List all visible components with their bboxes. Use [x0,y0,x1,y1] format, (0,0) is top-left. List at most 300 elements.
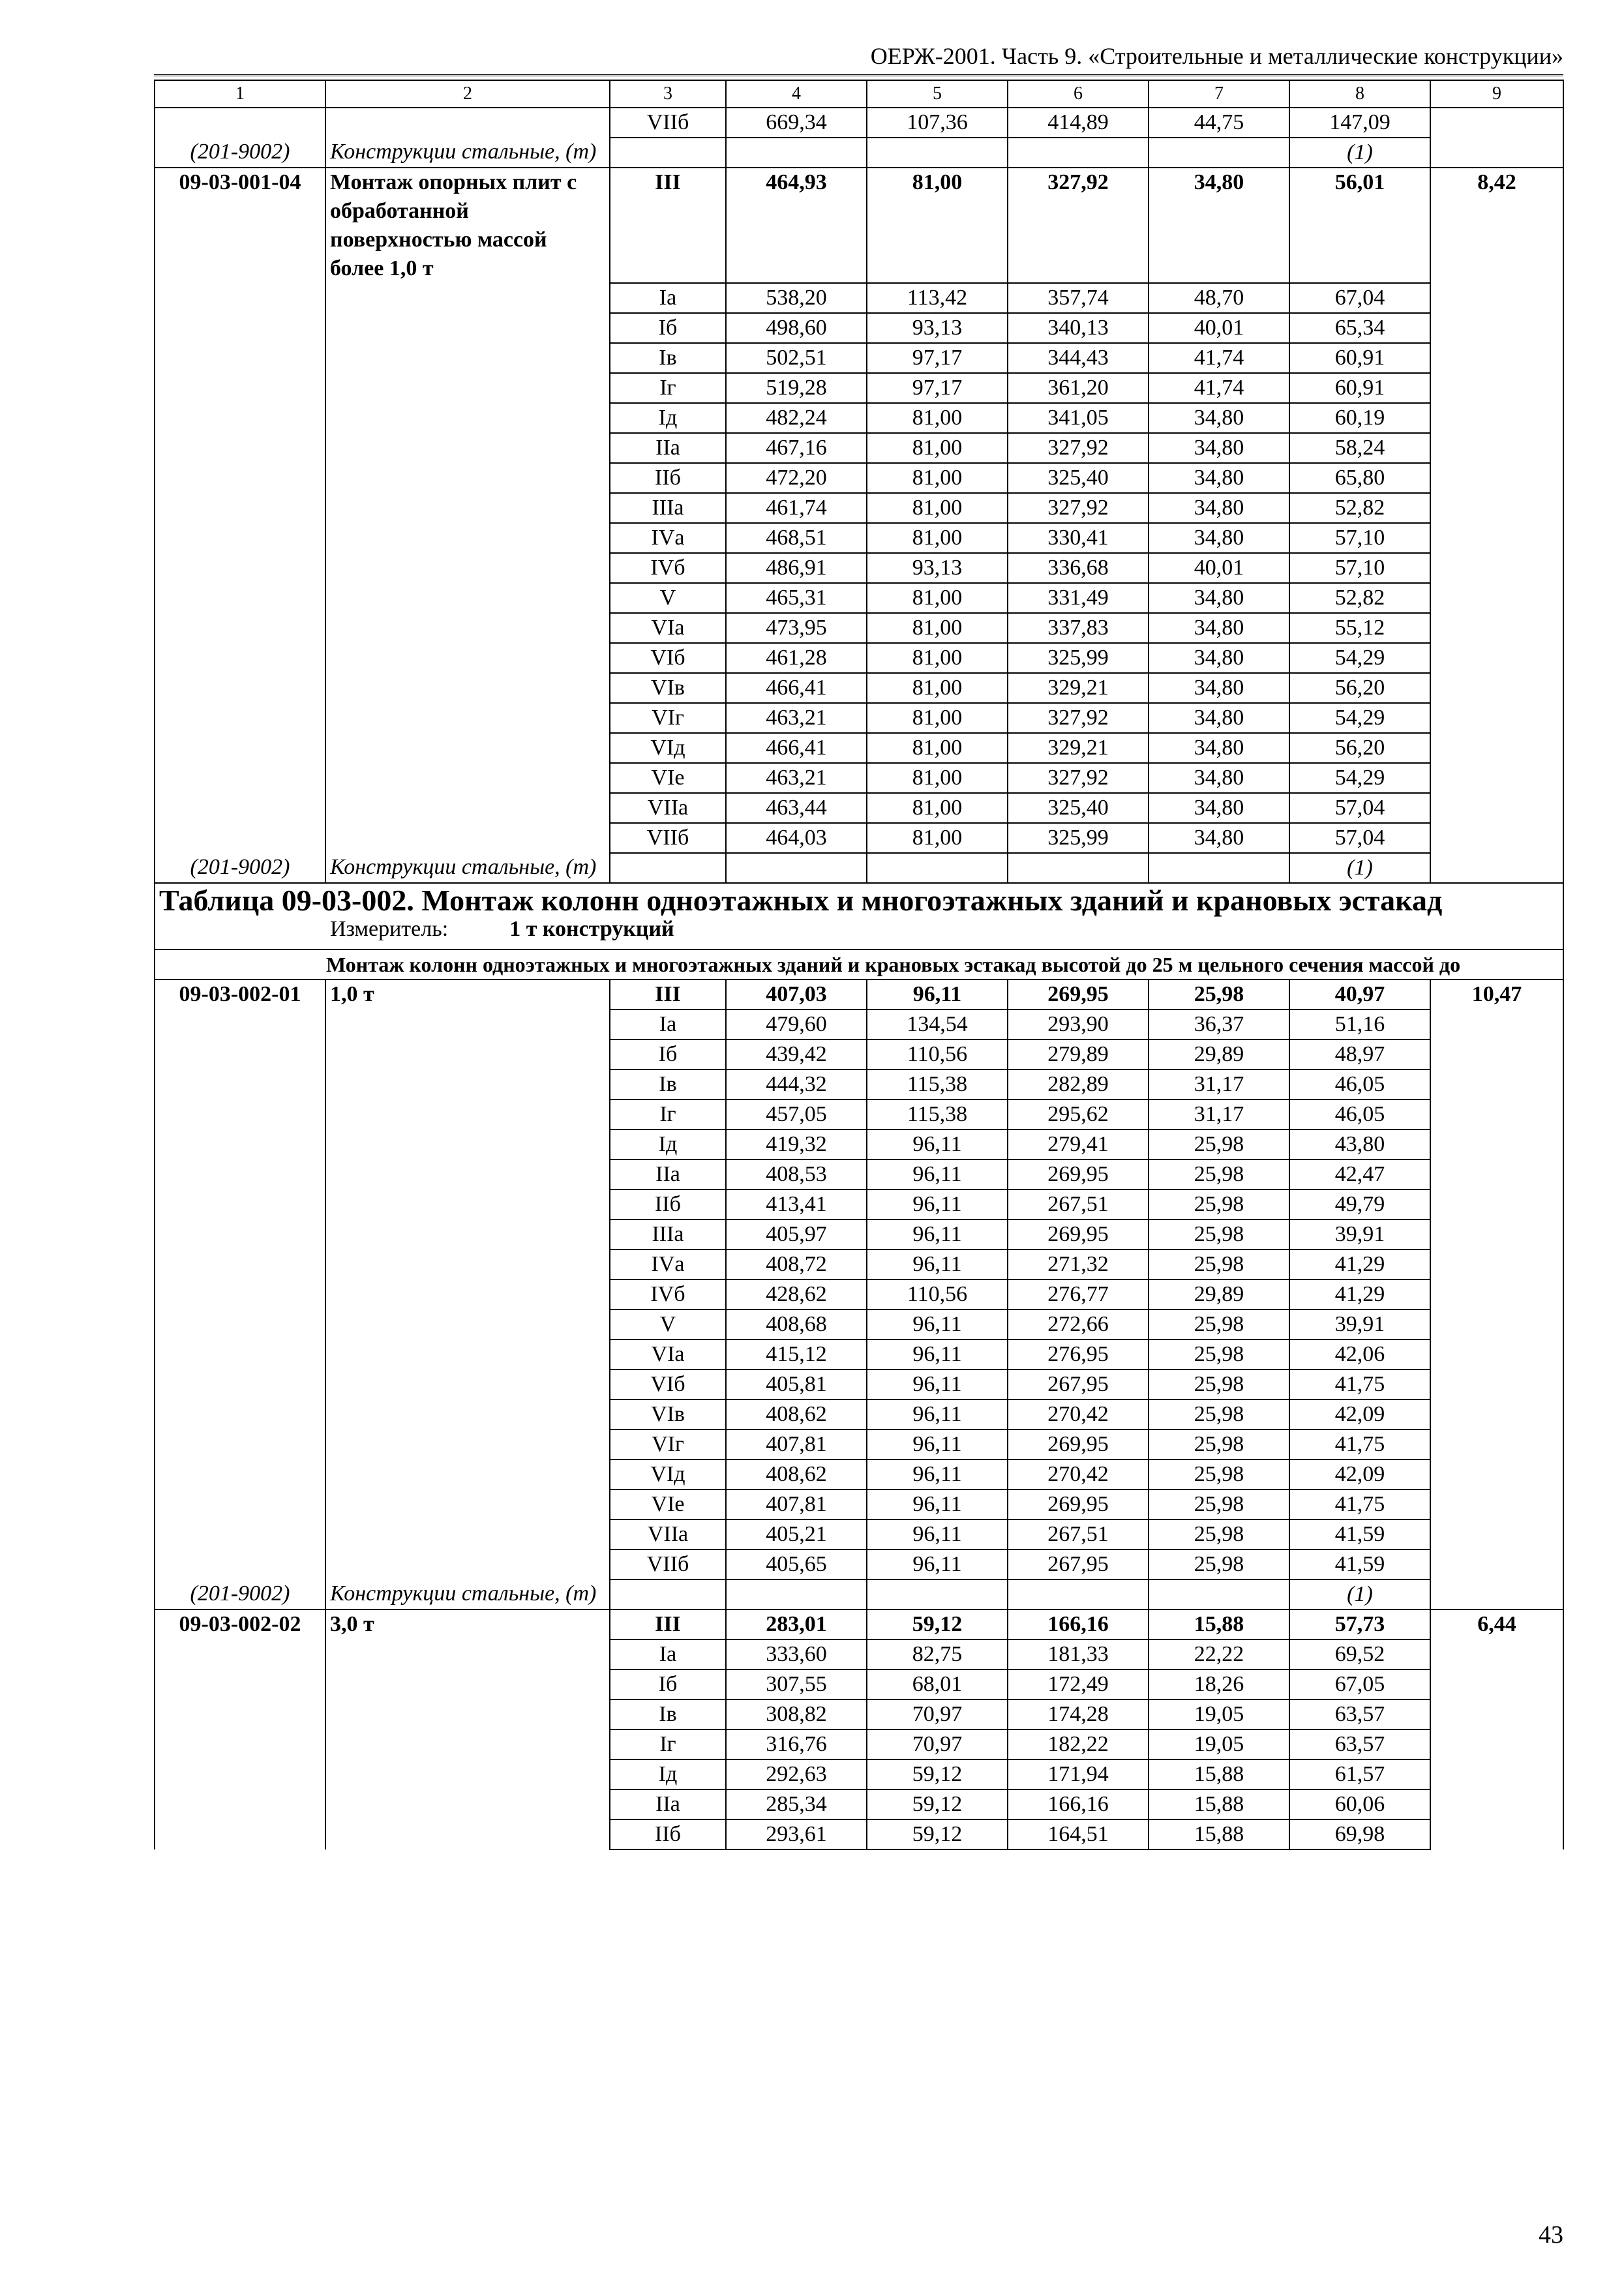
value-cell: 25,98 [1149,980,1289,1010]
value-cell: 81,00 [867,793,1008,823]
value-cell: 15,88 [1149,1789,1289,1819]
table-cell [1430,108,1563,138]
table-row [155,343,1563,373]
table-cell [1430,673,1563,703]
region-code: Iв [610,343,726,373]
table-row [155,493,1563,523]
value-cell: 34,80 [1149,168,1289,283]
region-code: V [610,1309,726,1339]
value-cell: 52,82 [1289,583,1430,613]
value-cell: 34,80 [1149,463,1289,493]
measure-value: 1 т конструкций [509,917,674,941]
value-cell: 41,75 [1289,1369,1430,1399]
value-cell: 498,60 [726,313,867,343]
value-cell: 60,19 [1289,403,1430,433]
value-cell: 54,29 [1289,643,1430,673]
value-cell: 25,98 [1149,1519,1289,1549]
value-cell: 34,80 [1149,613,1289,643]
measure-line [159,915,1559,944]
value-cell: 405,21 [726,1519,867,1549]
table-cell [155,1819,325,1849]
table-cell [155,1549,325,1579]
table-cell [325,1130,610,1159]
table-row [155,403,1563,433]
table-cell [155,1279,325,1309]
region-code: IIа [610,433,726,463]
value-cell: 331,49 [1008,583,1149,613]
value-cell: 41,29 [1289,1249,1430,1279]
region-code: VIIб [610,1549,726,1579]
value-cell: 669,34 [726,108,867,138]
value-cell: 115,38 [867,1070,1008,1100]
table-cell [1430,1279,1563,1309]
value-cell: 538,20 [726,283,867,313]
region-code: IIа [610,1159,726,1189]
region-code: IIб [610,463,726,493]
value-cell: 276,95 [1008,1339,1149,1369]
table-cell [1430,643,1563,673]
region-code: III [610,980,726,1010]
table-cell [610,853,726,883]
value-cell: 51,16 [1289,1010,1430,1040]
material-value: (1) [1289,138,1430,168]
table-cell [155,1040,325,1070]
value-cell: 464,03 [726,823,867,853]
value-cell: 292,63 [726,1759,867,1789]
value-cell: 31,17 [1149,1100,1289,1130]
region-code: VIе [610,763,726,793]
value-cell: 269,95 [1008,1489,1149,1519]
table-cell [155,1519,325,1549]
value-cell: 39,91 [1289,1309,1430,1339]
table-cell [1430,853,1563,883]
value-cell: 337,83 [1008,613,1149,643]
value-cell: 70,97 [867,1729,1008,1759]
value-cell: 519,28 [726,373,867,403]
column-number: 2 [325,80,610,108]
value-cell: 96,11 [867,1219,1008,1249]
value-cell: 34,80 [1149,403,1289,433]
table-row [155,703,1563,733]
value-cell: 25,98 [1149,1130,1289,1159]
table-cell [325,1519,610,1549]
table-cell [325,1429,610,1459]
value-cell: 25,98 [1149,1399,1289,1429]
value-cell: 414,89 [1008,108,1149,138]
table-cell [325,283,610,313]
table-cell [325,373,610,403]
value-cell: 81,00 [867,493,1008,523]
table-cell [325,343,610,373]
value-cell: 34,80 [1149,643,1289,673]
subheading-row [155,950,1563,980]
value-cell: 48,97 [1289,1040,1430,1070]
value-cell: 34,80 [1149,583,1289,613]
table-cell [1430,523,1563,553]
table-row [155,1519,1563,1549]
table-cell [610,1579,726,1609]
table-cell [1430,1459,1563,1489]
value-cell: 428,62 [726,1279,867,1309]
value-cell: 308,82 [726,1699,867,1729]
table-row [155,673,1563,703]
value-cell: 58,24 [1289,433,1430,463]
table-cell [726,138,867,168]
region-code: VIд [610,733,726,763]
value-cell: 172,49 [1008,1669,1149,1699]
value-cell: 44,75 [1149,108,1289,138]
table-cell [325,1010,610,1040]
table-cell [1430,1579,1563,1609]
value-cell: 25,98 [1149,1489,1289,1519]
value-cell: 81,00 [867,583,1008,613]
table-row [155,583,1563,613]
value-cell: 60,91 [1289,343,1430,373]
column-number: 7 [1149,80,1289,108]
value-cell: 361,20 [1008,373,1149,403]
table-cell [155,1070,325,1100]
value-cell: 15,88 [1149,1609,1289,1639]
table-row [155,1609,1563,1639]
value-cell: 293,90 [1008,1010,1149,1040]
value-cell: 134,54 [867,1010,1008,1040]
table-row [155,108,1563,138]
table-cell [155,1459,325,1489]
region-code: IIIа [610,493,726,523]
table-row [155,1489,1563,1519]
value-cell: 25,98 [1149,1309,1289,1339]
page-header: ОЕРЖ-2001. Часть 9. «Строительные и металлические конструкции» [154,38,1563,76]
table-cell [325,1399,610,1429]
value-cell: 96,11 [867,1369,1008,1399]
table-row [155,643,1563,673]
table-cell [325,643,610,673]
table-cell [1430,703,1563,733]
value-cell: 46,05 [1289,1070,1430,1100]
value-cell: 29,89 [1149,1279,1289,1309]
value-cell: 486,91 [726,553,867,583]
value-cell: 81,00 [867,168,1008,283]
table-title: Таблица 09-03-002. Монтаж колонн одноэтажных и многоэтажных зданий и крановых эстакад [159,884,1443,917]
value-cell: 48,70 [1149,283,1289,313]
col9-value: 8,42 [1430,168,1563,283]
value-cell: 25,98 [1149,1339,1289,1369]
table-cell [155,733,325,763]
value-cell: 25,98 [1149,1459,1289,1489]
value-cell: 59,12 [867,1759,1008,1789]
col9-value: 10,47 [1430,980,1563,1010]
table-row [155,1789,1563,1819]
value-cell: 110,56 [867,1279,1008,1309]
value-cell: 67,05 [1289,1669,1430,1699]
value-cell: 81,00 [867,733,1008,763]
rate-description: 1,0 т [325,980,610,1010]
value-cell: 341,05 [1008,403,1149,433]
value-cell: 46,05 [1289,1100,1430,1130]
table-cell [1430,433,1563,463]
region-code: Iа [610,283,726,313]
value-cell: 473,95 [726,613,867,643]
value-cell: 59,12 [867,1819,1008,1849]
table-cell [325,1699,610,1729]
region-code: VIг [610,1429,726,1459]
region-code: Iб [610,1040,726,1070]
value-cell: 81,00 [867,613,1008,643]
table-cell [325,793,610,823]
value-cell: 34,80 [1149,493,1289,523]
table-cell [155,1130,325,1159]
column-number: 3 [610,80,726,108]
region-code: IVб [610,553,726,583]
table-cell [325,1369,610,1399]
value-cell: 408,62 [726,1399,867,1429]
column-number: 9 [1430,80,1563,108]
value-cell: 316,76 [726,1729,867,1759]
table-cell [325,583,610,613]
value-cell: 444,32 [726,1070,867,1100]
value-cell: 57,73 [1289,1609,1430,1639]
value-cell: 333,60 [726,1639,867,1669]
table-cell [1430,1130,1563,1159]
value-cell: 267,95 [1008,1369,1149,1399]
table-cell [155,343,325,373]
table-cell [1430,763,1563,793]
column-number: 8 [1289,80,1430,108]
value-cell: 272,66 [1008,1309,1149,1339]
table-cell [155,523,325,553]
table-cell [155,1010,325,1040]
table-title-row [155,883,1563,950]
table-row [155,823,1563,853]
table-cell [325,1040,610,1070]
table-cell [325,493,610,523]
table-cell [325,1159,610,1189]
value-cell: 97,17 [867,373,1008,403]
table-cell [325,1789,610,1819]
value-cell: 93,13 [867,553,1008,583]
region-code: VIв [610,1399,726,1429]
value-cell: 329,21 [1008,673,1149,703]
table-cell [325,1459,610,1489]
table-row [155,1639,1563,1669]
value-cell: 43,80 [1289,1130,1430,1159]
table-row [155,313,1563,343]
value-cell: 171,94 [1008,1759,1149,1789]
table-cell [325,673,610,703]
value-cell: 81,00 [867,523,1008,553]
region-code: III [610,1609,726,1639]
table-row [155,168,1563,283]
value-cell: 19,05 [1149,1699,1289,1729]
table-row [155,1309,1563,1339]
value-cell: 34,80 [1149,793,1289,823]
section-subheading: Монтаж колонн одноэтажных и многоэтажных зданий и крановых эстакад высотой до 25 м цельного сечения массой до [155,950,1563,980]
value-cell: 467,16 [726,433,867,463]
table-cell [155,1159,325,1189]
value-cell: 42,09 [1289,1459,1430,1489]
table-row [155,373,1563,403]
table-cell [155,793,325,823]
table-cell [155,553,325,583]
material-code: (201-9002) [155,853,325,883]
value-cell: 65,34 [1289,313,1430,343]
value-cell: 42,06 [1289,1339,1430,1369]
value-cell: 25,98 [1149,1159,1289,1189]
value-cell: 41,29 [1289,1279,1430,1309]
value-cell: 41,74 [1149,343,1289,373]
value-cell: 307,55 [726,1669,867,1699]
value-cell: 34,80 [1149,733,1289,763]
table-cell [155,643,325,673]
table-cell [1430,1789,1563,1819]
value-cell: 269,95 [1008,980,1149,1010]
value-cell: 34,80 [1149,673,1289,703]
value-cell: 81,00 [867,673,1008,703]
table-cell [867,853,1008,883]
region-code: Iг [610,1729,726,1759]
value-cell: 468,51 [726,523,867,553]
value-cell: 113,42 [867,283,1008,313]
material-row [155,1579,1563,1609]
value-cell: 344,43 [1008,343,1149,373]
region-code: IIIа [610,1219,726,1249]
value-cell: 70,97 [867,1699,1008,1729]
value-cell: 52,82 [1289,493,1430,523]
table-row [155,553,1563,583]
table-cell [1430,283,1563,313]
table-cell [325,703,610,733]
table-cell [1008,1579,1149,1609]
table-cell [1008,853,1149,883]
rate-code: 09-03-002-01 [155,980,325,1010]
table-cell [1430,1639,1563,1669]
value-cell: 407,81 [726,1429,867,1459]
value-cell: 56,01 [1289,168,1430,283]
value-cell: 41,59 [1289,1519,1430,1549]
table-cell [325,1279,610,1309]
table-cell [155,583,325,613]
value-cell: 36,37 [1149,1010,1289,1040]
value-cell: 269,95 [1008,1159,1149,1189]
value-cell: 60,91 [1289,373,1430,403]
table-cell [155,703,325,733]
table-cell [1430,1549,1563,1579]
table-cell [155,1669,325,1699]
region-code: Iд [610,1130,726,1159]
region-code: Iв [610,1070,726,1100]
table-cell [155,1399,325,1429]
region-code: Iг [610,373,726,403]
value-cell: 279,89 [1008,1040,1149,1070]
region-code: IVа [610,1249,726,1279]
value-cell: 59,12 [867,1789,1008,1819]
table-cell [155,108,325,138]
value-cell: 57,04 [1289,793,1430,823]
table-cell [1430,1729,1563,1759]
table-cell [155,1339,325,1369]
table-row [155,763,1563,793]
table-cell [325,523,610,553]
value-cell: 41,59 [1289,1549,1430,1579]
value-cell: 413,41 [726,1189,867,1219]
column-number: 5 [867,80,1008,108]
value-cell: 96,11 [867,1489,1008,1519]
value-cell: 466,41 [726,733,867,763]
value-cell: 42,09 [1289,1399,1430,1429]
value-cell: 464,93 [726,168,867,283]
table-cell [1430,1399,1563,1429]
col9-value: 6,44 [1430,1609,1563,1639]
value-cell: 325,40 [1008,463,1149,493]
value-cell: 482,24 [726,403,867,433]
table-cell [1430,1219,1563,1249]
table-cell [1430,1040,1563,1070]
value-cell: 57,10 [1289,523,1430,553]
value-cell: 56,20 [1289,733,1430,763]
value-cell: 34,80 [1149,823,1289,853]
table-row [155,1759,1563,1789]
value-cell: 15,88 [1149,1759,1289,1789]
table-row [155,1729,1563,1759]
region-code: III [610,168,726,283]
value-cell: 63,57 [1289,1729,1430,1759]
value-cell: 81,00 [867,463,1008,493]
table-cell [325,1219,610,1249]
region-code: VIб [610,643,726,673]
value-cell: 463,21 [726,703,867,733]
value-cell: 336,68 [1008,553,1149,583]
value-cell: 69,98 [1289,1819,1430,1849]
region-code: Iб [610,313,726,343]
value-cell: 19,05 [1149,1729,1289,1759]
rates-table [154,80,1564,1850]
table-row [155,793,1563,823]
table-cell [610,138,726,168]
value-cell: 166,16 [1008,1789,1149,1819]
table-cell [155,763,325,793]
table-cell [155,823,325,853]
table-cell [325,1639,610,1669]
table-cell [726,1579,867,1609]
value-cell: 40,01 [1149,313,1289,343]
table-row [155,1279,1563,1309]
value-cell: 34,80 [1149,763,1289,793]
value-cell: 327,92 [1008,168,1149,283]
value-cell: 466,41 [726,673,867,703]
value-cell: 267,51 [1008,1519,1149,1549]
value-cell: 276,77 [1008,1279,1149,1309]
value-cell: 408,62 [726,1459,867,1489]
value-cell: 25,98 [1149,1369,1289,1399]
value-cell: 68,01 [867,1669,1008,1699]
value-cell: 55,12 [1289,613,1430,643]
value-cell: 96,11 [867,1130,1008,1159]
value-cell: 479,60 [726,1010,867,1040]
value-cell: 69,52 [1289,1639,1430,1669]
table-row [155,283,1563,313]
table-cell [1430,1759,1563,1789]
region-code: VIв [610,673,726,703]
value-cell: 439,42 [726,1040,867,1070]
value-cell: 40,01 [1149,553,1289,583]
value-cell: 22,22 [1149,1639,1289,1669]
table-cell [1430,343,1563,373]
value-cell: 96,11 [867,1189,1008,1219]
table-cell [325,1070,610,1100]
value-cell: 407,03 [726,980,867,1010]
table-cell [1430,373,1563,403]
value-cell: 49,79 [1289,1189,1430,1219]
